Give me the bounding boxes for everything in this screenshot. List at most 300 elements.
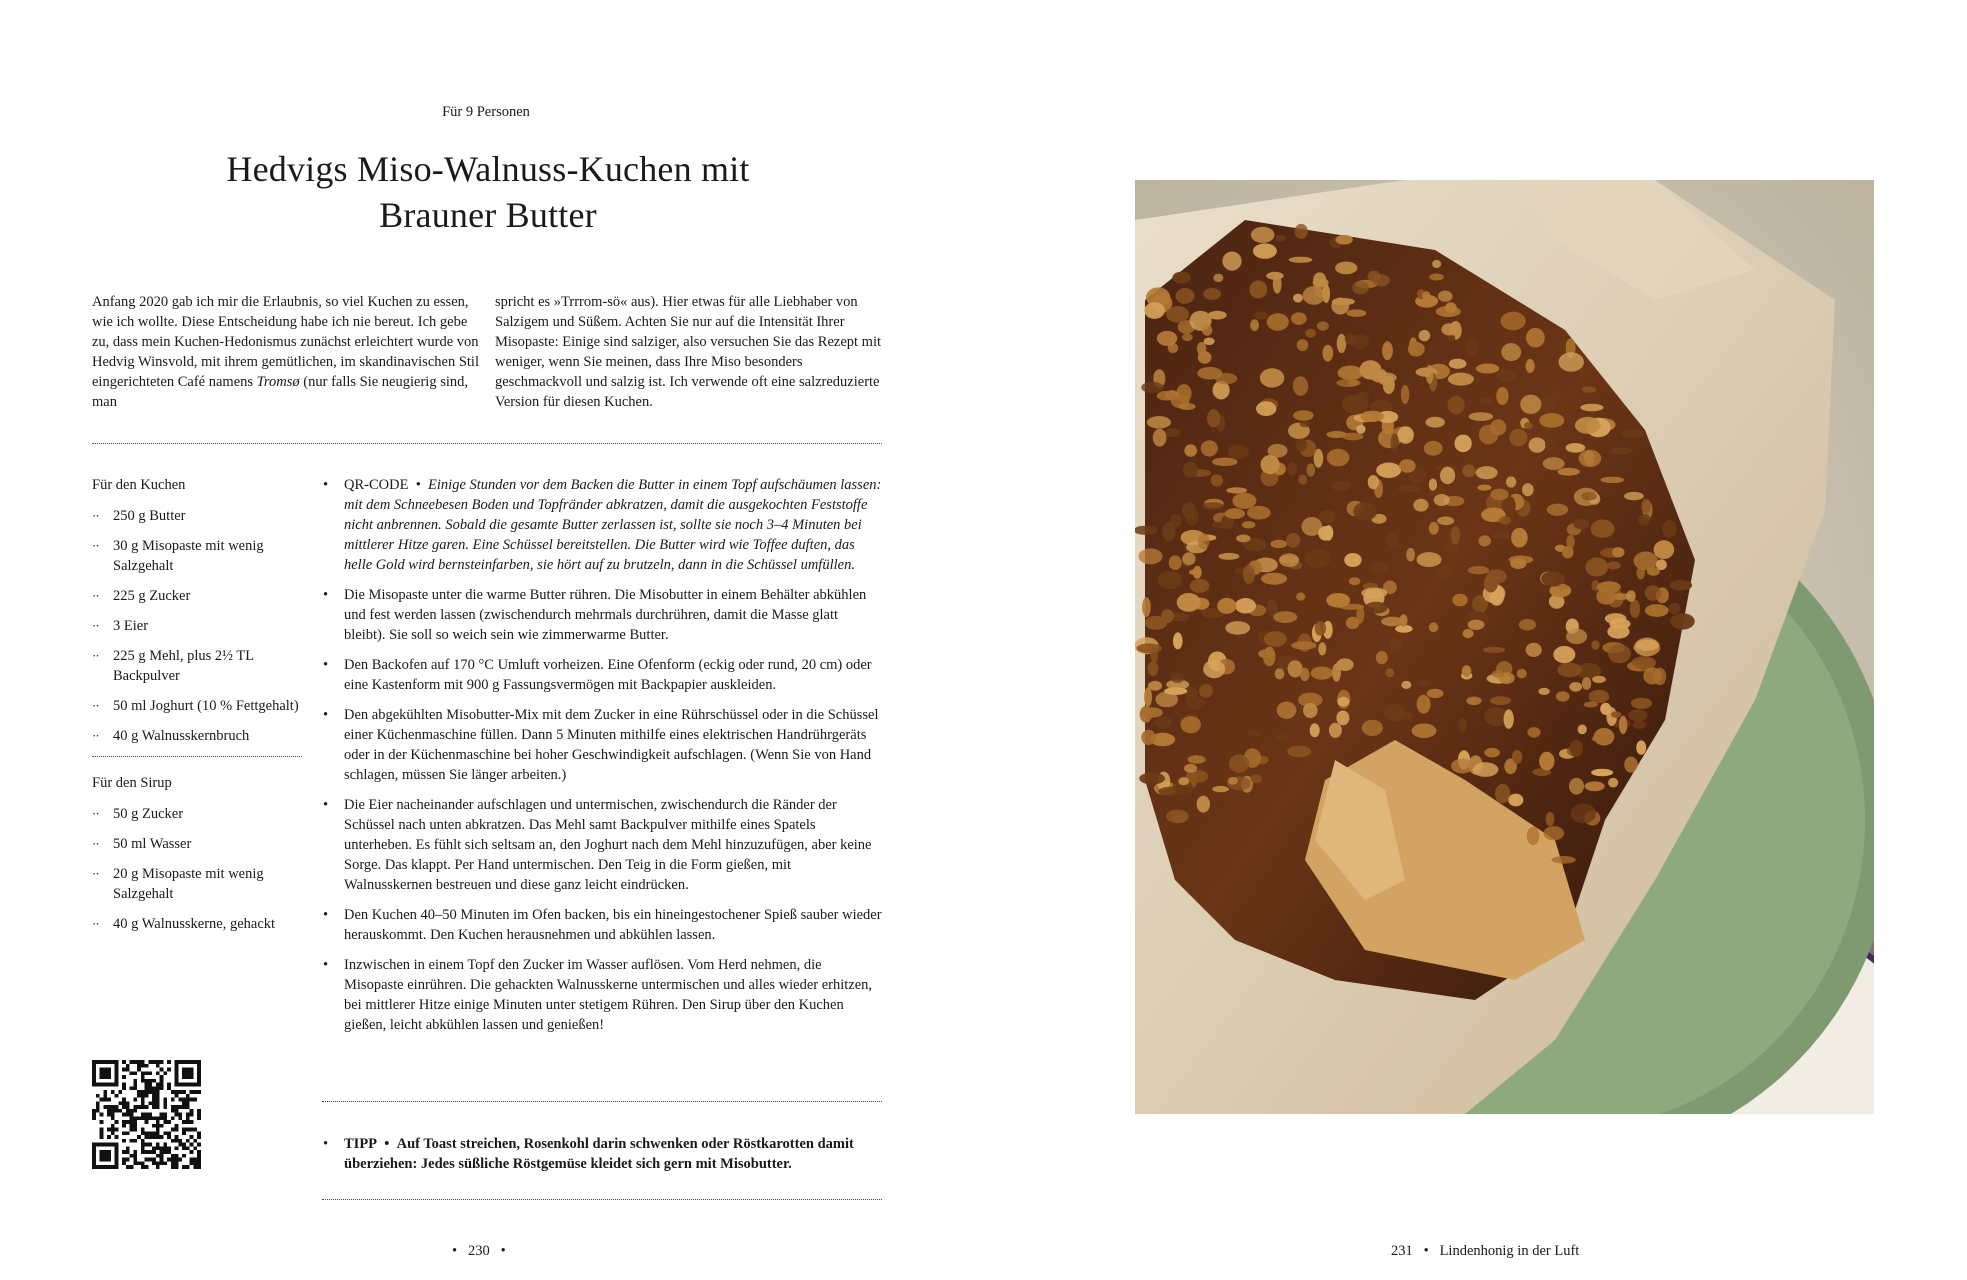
walnut-piece (1148, 681, 1162, 691)
walnut-piece (1157, 331, 1177, 346)
tip-box (322, 1134, 882, 1174)
walnut-piece (1182, 502, 1196, 518)
walnut-piece (1495, 784, 1510, 803)
ingredient-item: ·· 50 g Zucker (92, 804, 302, 824)
walnut-piece (1575, 417, 1601, 434)
walnut-piece (1306, 463, 1315, 476)
ingredient-item: ·· 30 g Misopaste mit wenig Salzgehalt (92, 536, 302, 576)
walnut-piece (1253, 243, 1277, 258)
walnut-piece (1289, 257, 1313, 263)
walnut-piece (1458, 718, 1466, 733)
walnut-piece (1258, 649, 1275, 658)
intro-column-2: spricht es »Trrrom-sö« aus). Hier etwas für alle Liebhaber von Salzigem und Süßem. Achten Sie nur auf die Intensität Ihrer Misopaste: Einige sind salziger, also versuchen Sie das Rezept mit weniger, wenn Sie meinen, dass Ihre Miso besonders geschmackvoll und salzig ist. Ich verwende oft eine salzreduzierte Version für diesen Kuchen. (495, 294, 881, 410)
walnut-piece (1605, 613, 1627, 624)
walnut-piece (1398, 426, 1414, 444)
walnut-piece (1164, 687, 1187, 695)
walnut-piece (1569, 682, 1582, 692)
walnut-piece (1628, 709, 1648, 721)
walnut-piece (1345, 333, 1355, 345)
walnut-piece (1353, 502, 1377, 521)
walnut-piece (1218, 553, 1239, 560)
walnut-piece (1476, 364, 1500, 374)
walnut-piece (1166, 810, 1189, 824)
walnut-piece (1293, 410, 1314, 421)
walnut-piece (1337, 334, 1347, 353)
walnut-piece (1373, 274, 1390, 286)
servings: Für 9 Personen (442, 104, 530, 120)
walnut-piece (1338, 366, 1364, 381)
walnut-piece (1225, 508, 1245, 519)
walnut-piece (1437, 516, 1454, 525)
walnut-piece (1242, 521, 1256, 528)
recipe-title-line-1: Hedvigs Miso-Walnuss-Kuchen mit (226, 149, 750, 189)
walnut-piece (1543, 826, 1564, 840)
walnut-piece (1490, 489, 1508, 501)
walnut-piece (1256, 401, 1276, 416)
qr-separator: • (415, 477, 421, 493)
walnut-piece (1510, 558, 1526, 569)
walnut-piece (1581, 492, 1597, 500)
recipe-title-line-2: Brauner Butter (379, 195, 597, 235)
walnut-piece (1198, 533, 1210, 549)
walnut-piece (1164, 428, 1180, 437)
walnut-piece (1332, 298, 1355, 305)
walnut-piece (1641, 499, 1651, 514)
walnut-piece (1669, 603, 1681, 614)
walnut-piece (1454, 435, 1471, 453)
walnut-piece (1429, 522, 1439, 535)
walnut-piece (1432, 260, 1441, 268)
walnut-piece (1452, 594, 1467, 607)
syrup-ingredients (92, 804, 302, 934)
walnut-piece (1539, 413, 1564, 428)
walnut-piece (1250, 319, 1259, 331)
walnut-piece (1318, 642, 1326, 655)
walnut-piece (1199, 684, 1213, 698)
walnut-piece (1144, 302, 1165, 319)
walnut-piece (1158, 787, 1184, 796)
method-step: • Die Eier nacheinander aufschlagen und untermischen, zwischendurch die Ränder der Schüssel nach unten abkratzen. Das Mehl samt Backpulver mithilfe eines Spatels unterheben. Es fühlt sich seltsam an, den Joghurt nach dem Mehl hinzuzufügen, aber keine Sorge. Das klappt. Per Hand untermischen. Den Teig in die Form gießen, mit Walnusskernen bestreuen und diese ganz leicht eindrücken. (322, 795, 882, 895)
walnut-piece (1222, 252, 1241, 271)
walnut-piece (1203, 660, 1225, 678)
walnut-piece (1417, 695, 1431, 714)
footer-bullet: • (500, 1243, 506, 1259)
walnut-piece (1519, 619, 1536, 631)
walnut-piece (1611, 711, 1621, 718)
walnut-piece (1636, 740, 1646, 754)
walnut-piece (1538, 688, 1549, 695)
tip-content (322, 1134, 882, 1174)
walnut-piece (1385, 668, 1394, 677)
walnut-piece (1201, 440, 1218, 456)
tip-label: TIPP (344, 1136, 378, 1152)
intro-column-1 (92, 292, 487, 412)
walnut-piece (1591, 520, 1615, 538)
walnut-piece (1630, 600, 1640, 618)
walnut-piece (1275, 668, 1285, 679)
walnut-piece (1508, 794, 1523, 807)
walnut-piece (1592, 640, 1600, 649)
method-step: • Den Backofen auf 170 °C Umluft vorheizen. Eine Ofenform (eckig oder rund, 20 cm) oder eine Kastenform mit 900 g Fassungsvermögen mit Backpapier auskleiden. (322, 655, 882, 695)
walnut-piece (1517, 669, 1527, 679)
walnut-piece (1569, 778, 1584, 795)
walnut-piece (1585, 781, 1605, 791)
walnut-piece (1368, 475, 1379, 489)
ingredient-item: ·· 225 g Zucker (92, 586, 302, 606)
walnut-piece (1526, 328, 1545, 348)
walnut-piece (1511, 528, 1528, 548)
walnut-piece (1632, 721, 1646, 729)
walnut-piece (1484, 575, 1498, 592)
walnut-piece (1261, 573, 1287, 585)
walnut-piece (1365, 602, 1388, 614)
walnut-piece (1654, 540, 1675, 559)
walnut-piece (1438, 291, 1453, 302)
walnut-piece (1291, 641, 1316, 650)
walnut-piece (1360, 411, 1384, 422)
walnut-piece (1472, 762, 1498, 777)
walnut-piece (1526, 643, 1542, 657)
walnut-piece (1606, 561, 1620, 569)
walnut-piece (1295, 439, 1307, 452)
method-step: • Die Misopaste unter die warme Butter rühren. Die Misobutter in einem Behälter abkühlen und fest werden lassen (zwischendurch mehrmals durchrühren, damit die Masse glatt bleibt). Sie soll so weich sein wie zimmerwarme Butter. (322, 585, 882, 645)
walnut-piece (1208, 311, 1227, 320)
footer-bullet: • (1423, 1243, 1429, 1259)
walnut-piece (1670, 580, 1692, 590)
walnut-piece (1137, 643, 1162, 653)
walnut-piece (1376, 463, 1401, 478)
walnut-piece (1287, 462, 1297, 475)
walnut-piece (1344, 553, 1361, 567)
walnut-piece (1624, 492, 1644, 500)
walnut-piece (1417, 680, 1429, 687)
walnut-piece (1177, 593, 1201, 612)
walnut-piece (1172, 272, 1190, 284)
walnut-piece (1429, 622, 1439, 632)
walnut-piece (1369, 563, 1390, 573)
walnut-piece (1305, 329, 1316, 338)
walnut-piece (1264, 631, 1287, 647)
walnut-piece (1202, 324, 1212, 335)
walnut-piece (1319, 510, 1337, 523)
walnut-piece (1335, 262, 1357, 275)
walnut-piece (1506, 476, 1516, 487)
walnut-piece (1419, 330, 1431, 341)
walnut-piece (1297, 339, 1309, 351)
walnut-piece (1440, 467, 1455, 484)
walnut-piece (1656, 559, 1667, 570)
walnut-piece (1596, 588, 1616, 605)
tip-text: Auf Toast streichen, Rosenkohl darin schwenken oder Röstkarotten damit überziehen: Jedes süßliche Röstgemüse kleidet sich gern mit Misobutter. (344, 1136, 854, 1172)
ingredient-item: ·· 225 g Mehl, plus 2½ TL Backpulver (92, 646, 302, 686)
walnut-piece (1556, 691, 1570, 701)
walnut-piece (1645, 604, 1669, 617)
walnut-piece (1399, 614, 1407, 626)
walnut-piece (1619, 716, 1627, 734)
walnut-piece (1626, 590, 1636, 602)
walnut-piece (1427, 689, 1444, 698)
walnut-piece (1267, 313, 1289, 331)
walnut-piece (1300, 421, 1311, 428)
walnut-piece (1251, 227, 1275, 243)
walnut-piece (1662, 520, 1676, 538)
walnut-piece (1158, 571, 1182, 589)
walnut-piece (1311, 667, 1333, 680)
walnut-piece (1573, 519, 1589, 529)
walnut-piece (1184, 444, 1197, 457)
walnut-piece (1323, 345, 1334, 362)
walnut-piece (1520, 395, 1541, 414)
walnut-piece (1228, 445, 1249, 459)
walnut-piece (1492, 670, 1504, 678)
walnut-piece (1266, 272, 1283, 280)
walnut-piece (1303, 703, 1318, 718)
walnut-piece (1376, 651, 1388, 664)
walnut-piece (1303, 286, 1325, 305)
walnut-piece (1557, 663, 1582, 678)
walnut-piece (1211, 522, 1224, 529)
walnut-piece (1352, 281, 1369, 294)
walnut-piece (1468, 620, 1485, 630)
ingredient-item: ·· 40 g Walnusskernbruch (92, 726, 302, 746)
walnut-piece (1162, 522, 1175, 541)
walnut-piece (1670, 613, 1694, 629)
walnut-piece (1382, 341, 1393, 360)
ingredients-list (92, 475, 302, 944)
walnut-piece (1275, 734, 1289, 741)
walnut-piece (1400, 712, 1413, 720)
walnut-piece (1406, 548, 1415, 562)
walnut-piece (1539, 752, 1554, 771)
walnut-piece (1469, 412, 1494, 421)
cake-ingredients-heading: Für den Kuchen (92, 477, 186, 493)
walnut-piece (1211, 474, 1223, 486)
walnut-piece (1462, 665, 1472, 677)
walnut-piece (1451, 526, 1460, 545)
walnut-piece (1148, 661, 1159, 676)
walnut-piece (1173, 632, 1183, 649)
walnut-piece (1547, 504, 1568, 516)
walnut-piece (1337, 697, 1349, 707)
walnut-piece (1225, 621, 1250, 635)
walnut-piece (1589, 690, 1610, 704)
walnut-piece (1228, 777, 1238, 785)
footer-bullet: • (452, 1243, 458, 1259)
walnut-piece (1249, 280, 1267, 298)
method-step: • Den abgekühlten Misobutter-Mix mit dem Zucker in eine Rührschüssel oder in die Schüssel einer Küchenmaschine füllen. Dann 5 Minuten mithilfe eines elektrischen Handrührgeräts oder in der Küchenmaschine bei hoher Geschwindigkeit aufschlagen. (Wenn Sie von Hand schlagen, müssen Sie länger arbeiten.) (322, 705, 882, 785)
walnut-piece (1204, 338, 1215, 346)
walnut-piece (1451, 759, 1474, 774)
walnut-piece (1383, 376, 1395, 395)
walnut-piece (1496, 387, 1508, 405)
walnut-piece (1150, 648, 1158, 663)
walnut-piece (1248, 730, 1261, 736)
walnut-piece (1349, 577, 1361, 585)
left-page-number: 230 (467, 1243, 490, 1259)
walnut-piece (1310, 723, 1320, 737)
walnut-piece (1166, 306, 1189, 323)
tip-separator: • (384, 1136, 390, 1152)
walnut-piece (1286, 533, 1300, 548)
walnut-piece (1566, 443, 1586, 453)
ingredient-item: ·· 40 g Walnusskerne, gehackt (92, 914, 302, 934)
right-page-footer (1391, 1243, 1579, 1260)
walnut-piece (1512, 750, 1522, 764)
walnut-piece (1527, 727, 1540, 738)
walnut-piece (1462, 465, 1475, 478)
divider-tip-top (322, 1101, 882, 1102)
intro-text-a: Anfang 2020 gab ich mir die Erlaubnis, so viel Kuchen zu essen, wie ich wollte. Diese Entscheidung habe ich nie bereut. Ich gebe zu, dass mein Kuchen-Hedonismus zunächst erleichtert wurde von Hedvig Winsvold, mit ihrem gemütlichen, im skandinavischen Stil eingerichteten Café namens (92, 294, 479, 390)
walnut-piece (1147, 416, 1171, 429)
walnut-piece (1202, 502, 1224, 510)
intro-cafe-name: Tromsø (256, 374, 300, 390)
ingredient-item: ·· 3 Eier (92, 616, 302, 636)
walnut-piece (1293, 376, 1308, 396)
walnut-piece (1504, 709, 1514, 728)
method-step: • Inzwischen in einem Topf den Zucker im Wasser auflösen. Vom Herd nehmen, die Misopaste einrühren. Die gehackten Walnusskerne untermischen und alles wieder erhitzen, bei mittlerer Hitze einige Minuten unter stetigem Rühren. Den Sirup über den Kuchen gießen, leicht abkühlen lassen und genießen! (322, 955, 882, 1035)
walnut-piece (1207, 409, 1220, 427)
walnut-piece (1397, 485, 1422, 493)
walnut-piece (1305, 549, 1331, 568)
walnut-piece (1448, 373, 1474, 386)
walnut-piece (1434, 494, 1450, 506)
walnut-piece (1484, 748, 1500, 758)
tip-bullet: • (323, 1136, 329, 1152)
walnut-piece (1645, 585, 1661, 601)
walnut-piece (1551, 390, 1560, 402)
walnut-piece (1190, 579, 1210, 593)
walnut-piece (1501, 312, 1526, 331)
walnut-piece (1185, 697, 1204, 709)
walnut-piece (1232, 493, 1256, 509)
walnut-piece (1356, 606, 1364, 624)
method-steps (322, 475, 882, 1045)
walnut-piece (1247, 506, 1271, 520)
walnut-piece (1624, 757, 1638, 773)
ingredient-item: ·· 20 g Misopaste mit wenig Salzgehalt (92, 864, 302, 904)
intro-text-b: (nur falls Sie neugierig sind, man (92, 374, 468, 410)
walnut-piece (1229, 755, 1249, 773)
walnut-piece (1140, 706, 1152, 723)
walnut-piece (1182, 333, 1193, 341)
walnut-piece (1479, 397, 1494, 403)
walnut-piece (1255, 311, 1268, 319)
walnut-piece (1273, 611, 1297, 623)
walnut-piece (1217, 598, 1236, 614)
recipe-title (160, 146, 816, 238)
walnut-piece (1447, 335, 1455, 342)
walnut-piece (1543, 457, 1565, 470)
walnut-piece (1426, 417, 1445, 428)
walnut-piece (1417, 552, 1442, 567)
walnut-piece (1429, 274, 1444, 281)
walnut-piece (1336, 711, 1349, 726)
walnut-piece (1638, 514, 1650, 526)
walnut-piece (1585, 558, 1608, 577)
walnut-piece (1169, 555, 1182, 570)
walnut-piece (1422, 291, 1431, 300)
walnut-piece (1271, 540, 1288, 548)
walnut-piece (1608, 778, 1618, 788)
walnut-piece (1275, 235, 1286, 241)
walnut-piece (1277, 702, 1297, 719)
walnut-piece (1153, 429, 1167, 447)
right-page-number: 231 (1391, 1243, 1413, 1259)
walnut-piece (1610, 447, 1633, 454)
walnut-piece (1529, 437, 1546, 452)
walnut-piece (1329, 723, 1342, 738)
walnut-piece (1584, 450, 1595, 465)
walnut-piece (1212, 786, 1229, 792)
walnut-piece (1592, 735, 1607, 742)
walnut-piece (1389, 638, 1402, 652)
walnut-piece (1139, 548, 1163, 564)
walnut-piece (1401, 681, 1411, 689)
walnut-piece (1348, 379, 1358, 386)
walnut-piece (1182, 552, 1195, 565)
walnut-piece (1584, 702, 1598, 708)
walnut-piece (1142, 597, 1151, 617)
walnut-piece (1331, 481, 1351, 490)
walnut-piece (1476, 466, 1498, 479)
walnut-piece (1300, 668, 1309, 682)
walnut-piece (1477, 485, 1491, 491)
walnut-piece (1622, 430, 1645, 438)
walnut-piece (1144, 687, 1152, 706)
walnut-piece (1157, 391, 1176, 401)
walnut-piece (1226, 487, 1247, 493)
walnut-piece (1324, 525, 1333, 541)
walnut-piece (1558, 584, 1568, 591)
ingredient-item: ·· 50 ml Wasser (92, 834, 302, 854)
walnut-piece (1552, 856, 1576, 864)
walnut-piece (1570, 740, 1583, 757)
walnut-piece (1527, 827, 1540, 845)
walnut-piece (1592, 676, 1606, 683)
walnut-piece (1448, 396, 1465, 414)
divider-top (92, 443, 882, 444)
method-step: • Den Kuchen 40–50 Minuten im Ofen backen, bis ein hineingestochener Spieß sauber wieder herauskommt. Den Kuchen herausnehmen und abkühlen lassen. (322, 905, 882, 945)
walnut-piece (1412, 724, 1437, 739)
walnut-piece (1342, 433, 1363, 441)
qr-code-icon[interactable] (92, 1060, 201, 1169)
walnut-piece (1546, 812, 1555, 826)
walnut-piece (1571, 804, 1597, 824)
walnut-piece (1178, 777, 1189, 785)
walnut-piece (1212, 458, 1238, 467)
walnut-piece (1426, 365, 1434, 384)
walnut-piece (1479, 535, 1491, 546)
walnut-piece (1636, 566, 1645, 579)
walnut-piece (1261, 455, 1280, 474)
walnut-piece (1243, 565, 1255, 584)
walnut-piece (1315, 621, 1326, 636)
walnut-piece (1141, 730, 1155, 745)
qr-label: QR-CODE (344, 477, 409, 493)
walnut-piece (1493, 531, 1510, 539)
walnut-piece (1545, 436, 1555, 451)
walnut-piece (1213, 274, 1223, 282)
walnut-piece (1654, 668, 1667, 686)
walnut-piece (1499, 516, 1512, 524)
walnut-piece (1612, 547, 1624, 557)
walnut-piece (1181, 716, 1201, 733)
walnut-piece (1413, 499, 1428, 512)
walnut-piece (1608, 644, 1631, 663)
walnut-piece (1176, 288, 1195, 304)
walnut-piece (1483, 647, 1505, 653)
walnut-piece (1601, 477, 1625, 483)
